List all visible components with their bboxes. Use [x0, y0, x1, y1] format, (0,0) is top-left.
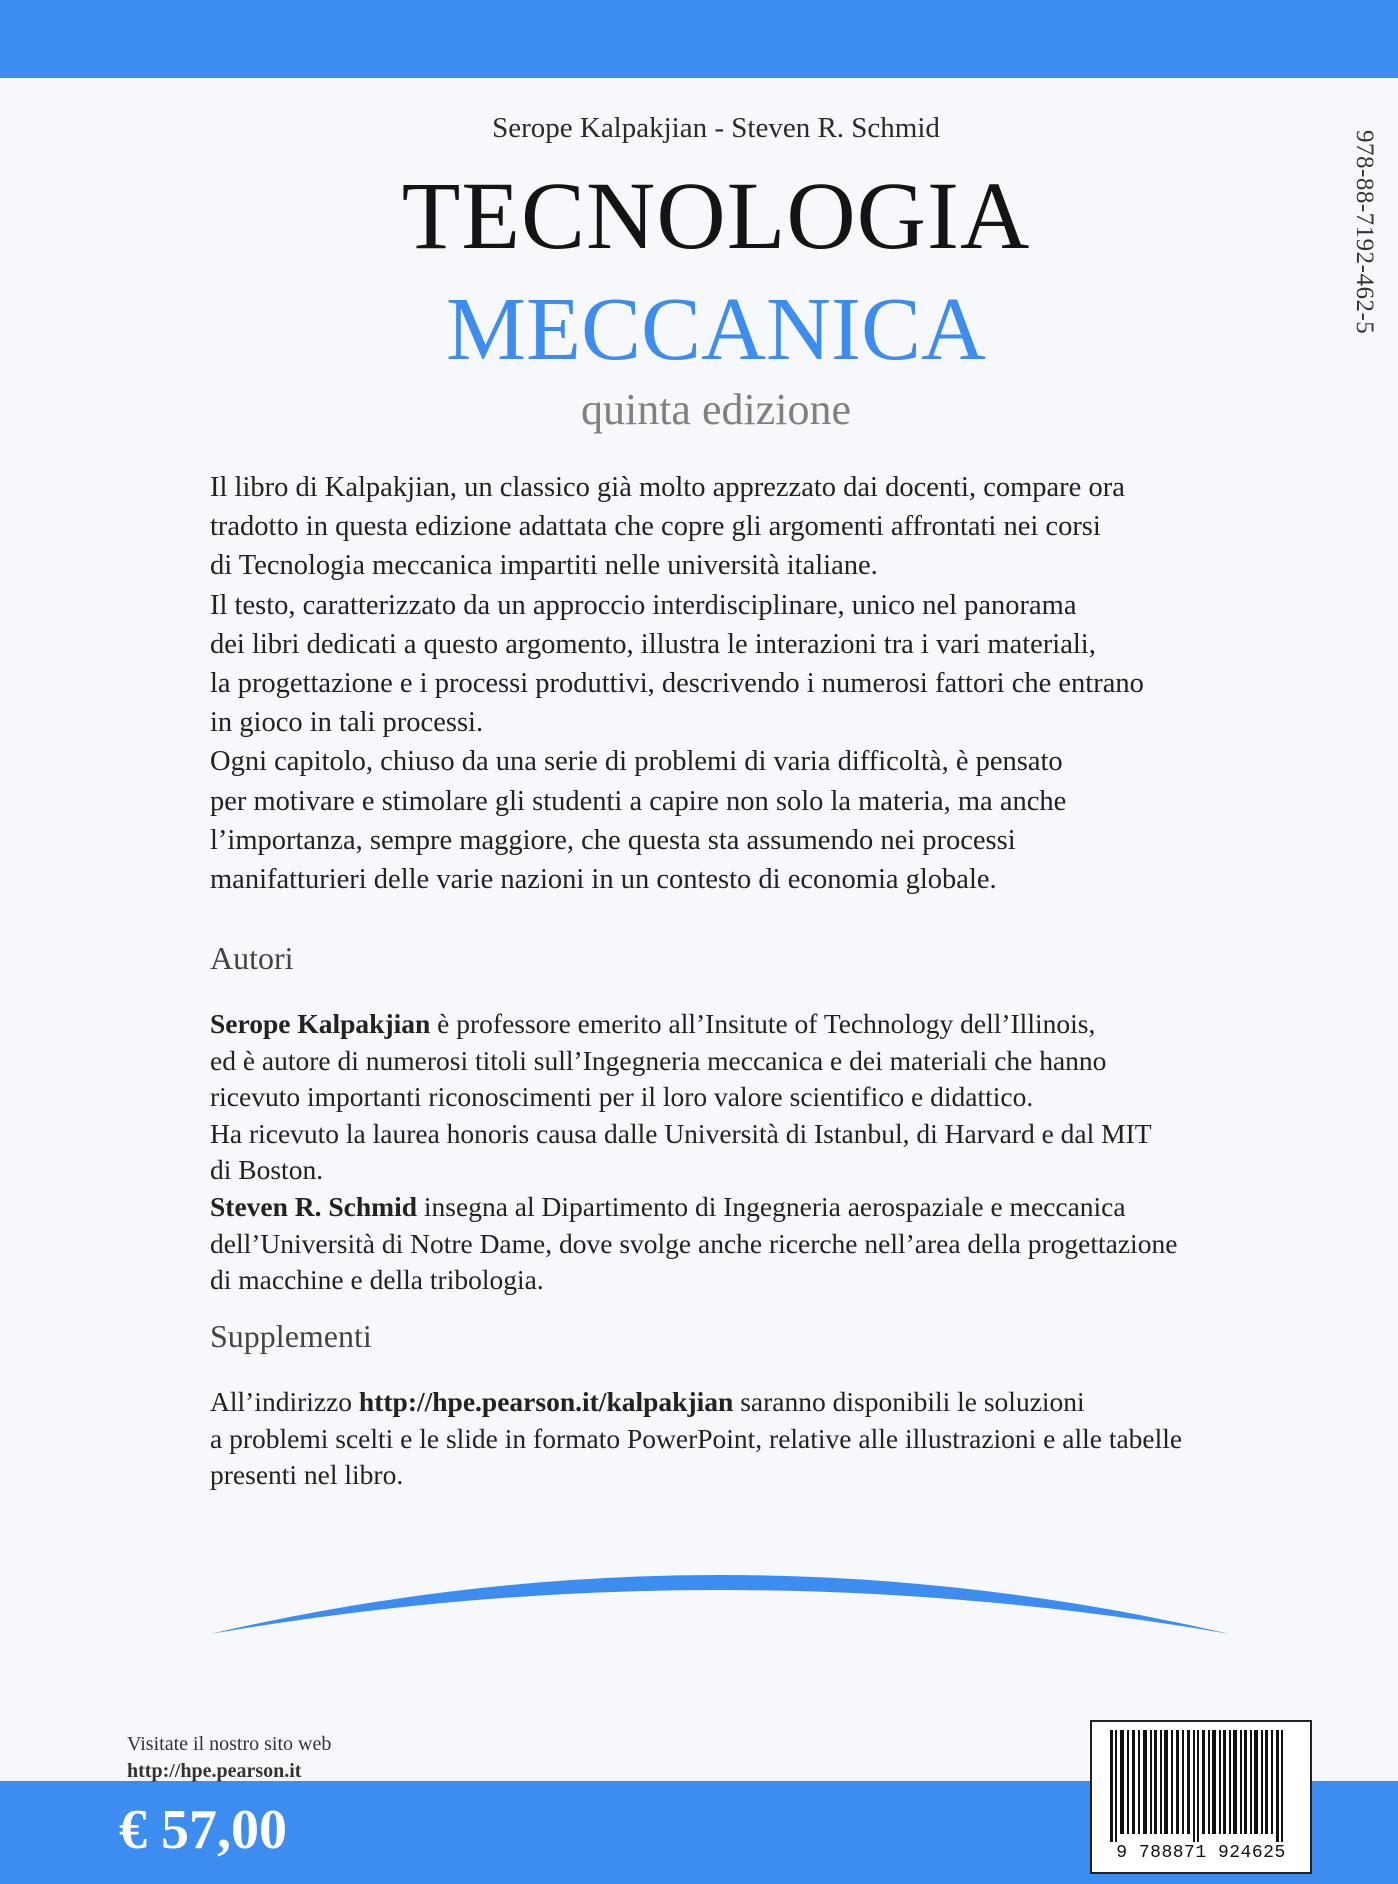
description-line: tradotto in questa edizione adattata che copre gli argomenti affrontati nei corsi	[210, 511, 1101, 543]
description-line: la progettazione e i processi produttivi, descrivendo i numerosi fattori che entrano	[210, 668, 1144, 700]
description-line: Il testo, caratterizzato da un approccio interdisciplinare, unico nel panorama	[210, 589, 1077, 621]
schmid-bio-line: dell’Università di Notre Dame, dove svolge anche ricerche nell’area della progettazione	[210, 1227, 1178, 1259]
website-link[interactable]: http://hpe.pearson.it	[127, 1760, 302, 1782]
kalpakjian-name: Serope Kalpakjian	[210, 1008, 431, 1039]
description-line: Il libro di Kalpakjian, un classico già molto apprezzato dai docenti, compare ora	[210, 472, 1125, 503]
schmid-bio-line: di macchine e della tribologia.	[210, 1264, 544, 1296]
kalpakjian-bio-line: ed è autore di numerosi titoli sull’Ingegneria meccanica e dei materiali che hanno	[210, 1044, 1107, 1076]
authors-bio	[210, 1006, 1240, 1299]
book-title: TECNOLOGIA	[401, 162, 1031, 269]
isbn-number: 978-88-7192-462-5	[1351, 130, 1378, 335]
schmid-name: Steven R. Schmid	[210, 1190, 418, 1222]
barcode-bars-icon	[1092, 1722, 1310, 1842]
description-line: per motivare e stimolare gli studenti a capire non solo la materia, ma anche	[210, 785, 1067, 817]
supplements-line: a problemi scelti e le slide in formato PowerPoint, relative alle illustrazioni e alle tabelle	[210, 1422, 1183, 1454]
supplements-pre: All’indirizzo	[210, 1386, 359, 1417]
book-description	[210, 468, 1210, 899]
book-subtitle: MECCANICA	[445, 280, 987, 379]
website-info	[127, 1731, 331, 1785]
book-edition: quinta edizione	[580, 385, 851, 434]
supplements-text	[210, 1384, 1240, 1494]
decorative-blue-arc	[200, 1536, 1240, 1646]
schmid-bio-first-line	[210, 1189, 1240, 1226]
book-authors: Serope Kalpakjian - Steven R. Schmid	[492, 112, 940, 144]
supplements-line: presenti nel libro.	[210, 1459, 404, 1491]
supplements-first-line	[210, 1384, 1240, 1421]
description-line: l’importanza, sempre maggiore, che questa sta assumendo nei processi	[210, 824, 1016, 856]
description-line: manifatturieri delle varie nazioni in un contesto di economia globale.	[210, 864, 997, 896]
arc-shape	[210, 1575, 1230, 1634]
kalpakjian-bio-line: di Boston.	[210, 1154, 324, 1186]
barcode	[1090, 1720, 1312, 1874]
supplements-post: saranno disponibili le soluzioni	[733, 1386, 1085, 1417]
supplements-heading: Supplementi	[210, 1318, 372, 1354]
supplements-url-link[interactable]: http://hpe.pearson.it/kalpakjian	[358, 1386, 734, 1417]
description-line: in gioco in tali processi.	[210, 707, 484, 739]
barcode-digits: 9 788871 924625	[1116, 1843, 1286, 1863]
description-line: dei libri dedicati a questo argomento, illustra le interazioni tra i vari materiali,	[210, 628, 1096, 660]
top-blue-band	[0, 0, 1398, 78]
kalpakjian-bio-line: Ha ricevuto la laurea honoris causa dalle Università di Istanbul, di Harvard e dal MIT	[210, 1117, 1152, 1149]
price-label: € 57,00	[119, 1799, 287, 1861]
description-line: di Tecnologia meccanica impartiti nelle università italiane.	[210, 550, 878, 582]
schmid-bio-rest: insegna al Dipartimento di Ingegneria aerospaziale e meccanica	[417, 1190, 1126, 1222]
authors-heading: Autori	[210, 940, 294, 976]
description-line: Ogni capitolo, chiuso da una serie di problemi di varia difficoltà, è pensato	[210, 746, 1063, 778]
kalpakjian-bio-first-line	[210, 1006, 1240, 1043]
kalpakjian-bio-rest: è professore emerito all’Insitute of Technology dell’Illinois,	[430, 1008, 1096, 1039]
visit-text: Visitate il nostro sito web	[127, 1733, 332, 1755]
kalpakjian-bio-line: ricevuto importanti riconoscimenti per il loro valore scientifico e didattico.	[210, 1081, 1034, 1113]
